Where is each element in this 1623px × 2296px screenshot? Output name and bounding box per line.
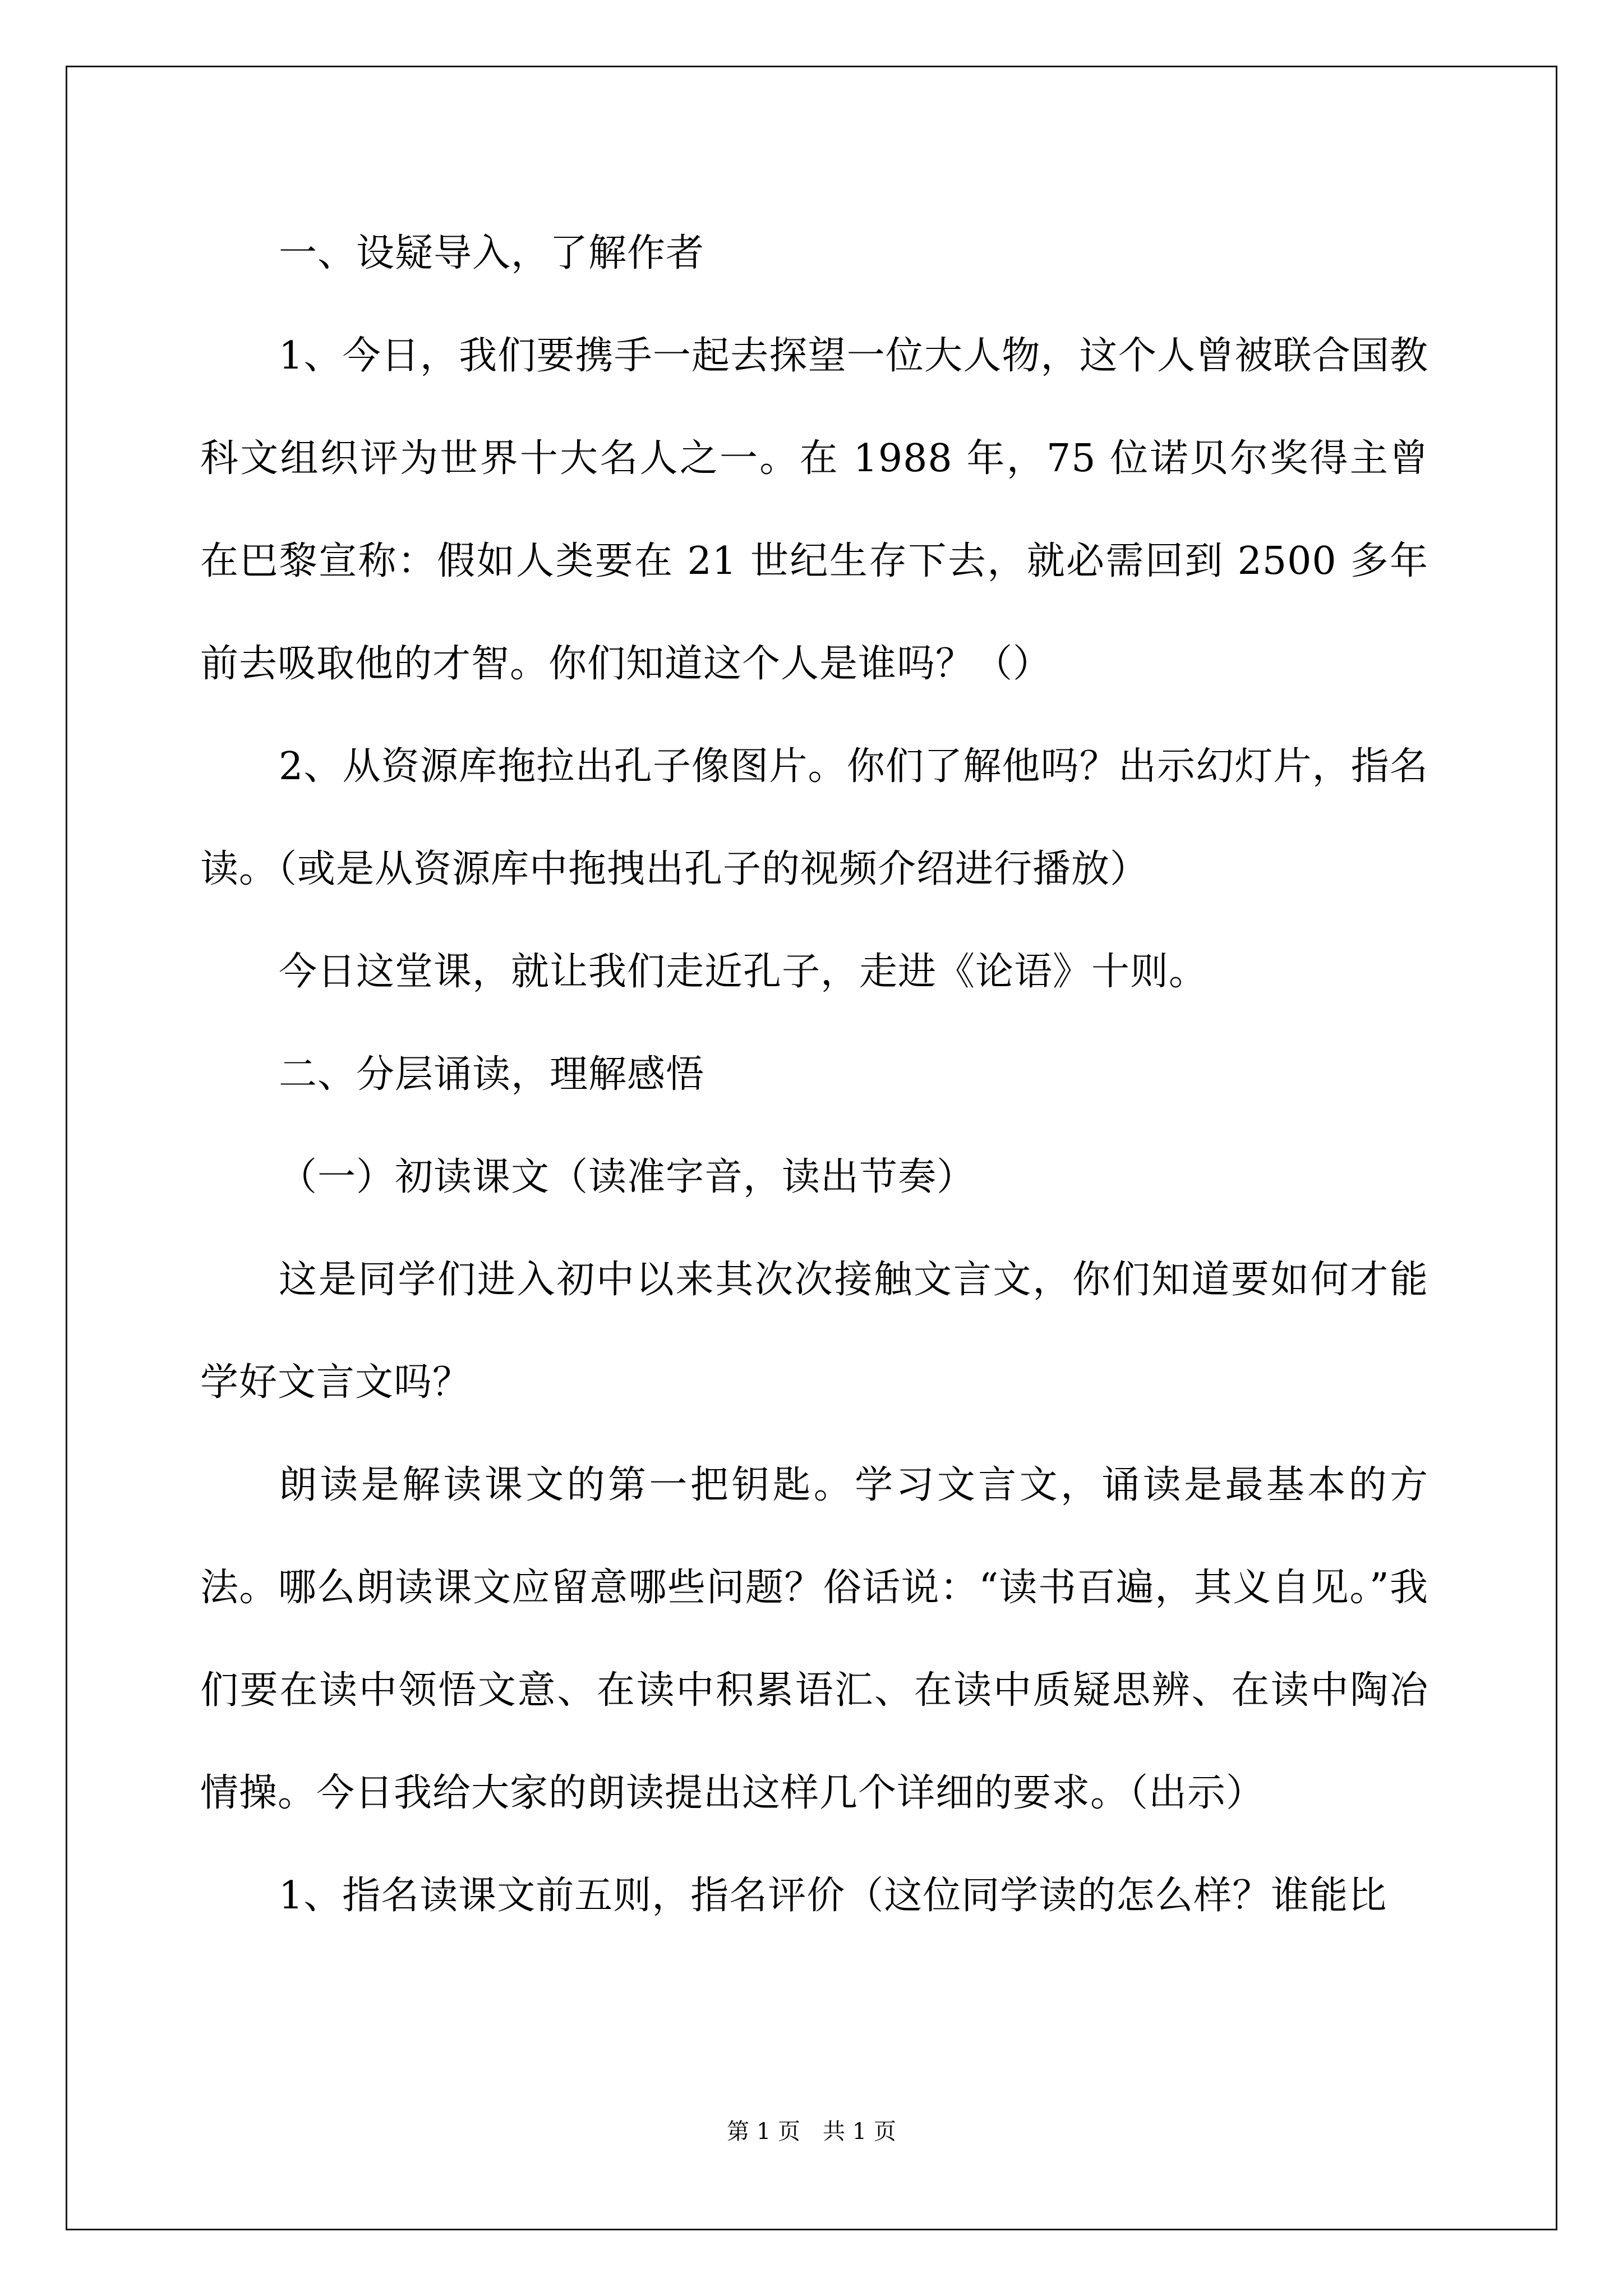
paragraph-subheading-1: （一）初读课文（读准字音，读出节奏）	[279, 1155, 976, 1199]
paragraph-heading-1: 一、设疑导入，了解作者	[279, 231, 705, 275]
paragraph-step-1: 1、指名读课文前五则，指名评价（这位同学读的怎么样？谁能比	[279, 1874, 1387, 1918]
paragraph-intro-2: 2、从资源库拖拉出孔子像图片。你们了解他吗？出示幻灯片，指名读。（或是从资源库中拖拽出孔子的视频介绍进行播放）	[200, 744, 1428, 891]
document-body	[200, 202, 1428, 1947]
paragraph-intro-1: 1、今日，我们要携手一起去探望一位大人物，这个人曾被联合国教科文组织评为世界十大名人之一。在 1988 年，75 位诺贝尔奖得主曾在巴黎宣称：假如人类要在 21 世纪生存下去，就必需回到 2500 多年前去吸取他的才智。你们知道这个人是谁吗？（）	[200, 334, 1428, 686]
page-footer: 第 1 页 共 1 页	[727, 2119, 896, 2145]
paragraph-reading-method: 朗读是解读课文的第一把钥匙。学习文言文，诵读是最基本的方法。哪么朗读课文应留意哪些问题？俗话说：“读书百遍，其义自见。”我们要在读中领悟文意、在读中积累语汇、在读中质疑思辨、在读中陶冶情操。今日我给大家的朗读提出这样几个详细的要求。（出示）	[200, 1463, 1428, 1815]
paragraph-lesson-intro: 今日这堂课，就让我们走近孔子，走进《论语》十则。	[279, 950, 1208, 994]
paragraph-question: 这是同学们进入初中以来其次次接触文言文，你们知道要如何才能学好文言文吗？	[200, 1258, 1428, 1405]
paragraph-heading-2: 二、分层诵读，理解感悟	[279, 1052, 705, 1097]
